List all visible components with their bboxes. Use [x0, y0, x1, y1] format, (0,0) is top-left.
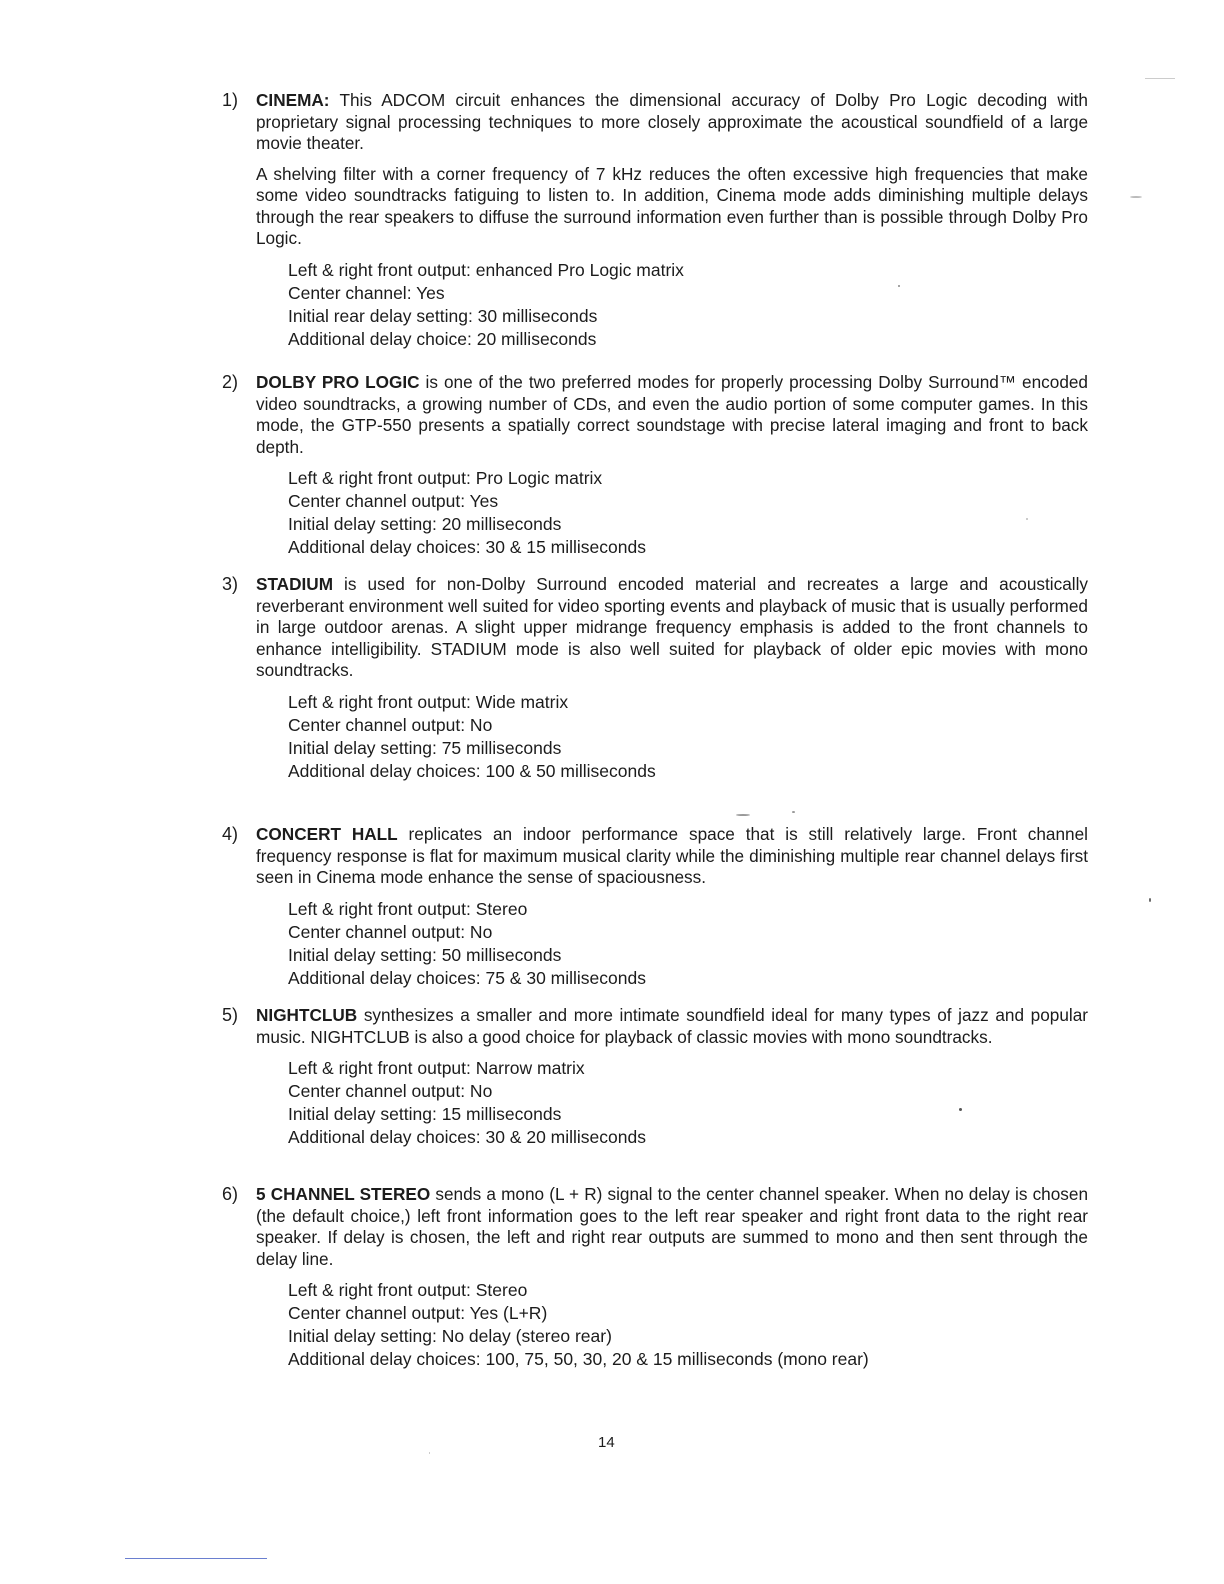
spec-front-output: Left & right front output: Wide matrix [288, 691, 569, 712]
spec-list [288, 1279, 1088, 1371]
spec-initial-delay: Initial delay setting: 15 milliseconds [288, 1104, 562, 1124]
spec-additional-delay: Additional delay choices: 100, 75, 50, 30, 20 & 15 milliseconds (mono rear) [288, 1349, 869, 1369]
spec-list [288, 467, 1088, 559]
spec-front-output: Left & right front output: Pro Logic matrix [288, 468, 603, 488]
scan-speck [1149, 898, 1151, 902]
section-5-channel-stereo [222, 1184, 1088, 1371]
section-number: 5) [222, 1005, 239, 1025]
section-concert-hall [222, 824, 1088, 990]
section-number: 1) [222, 90, 239, 110]
section-description: CINEMA: This ADCOM circuit enhances the dimensional accuracy of Dolby Pro Logic decoding with proprietary signal processing techniques to more closely approximate the acoustical soundfield of a large movie theater. [256, 90, 1088, 153]
section-number: 4) [222, 824, 239, 844]
spec-center-channel: Center channel output: No [288, 714, 493, 735]
scan-speck [736, 814, 750, 816]
spec-center-channel: Center channel output: No [288, 921, 493, 942]
spec-initial-delay: Initial delay setting: 75 milliseconds [288, 737, 562, 758]
spec-additional-delay: Additional delay choice: 20 milliseconds [288, 328, 597, 349]
scan-speck [1130, 196, 1142, 198]
spec-front-output: Left & right front output: enhanced Pro Logic matrix [288, 259, 684, 280]
spec-initial-delay: Initial rear delay setting: 30 milliseconds [288, 305, 598, 326]
spec-center-channel: Center channel output: No [288, 1081, 493, 1101]
spec-initial-delay: Initial delay setting: 50 milliseconds [288, 944, 562, 965]
section-number: 2) [222, 372, 239, 392]
spec-additional-delay: Additional delay choices: 75 & 30 milliseconds [288, 967, 646, 988]
section-number: 3) [222, 574, 239, 594]
spec-list [288, 691, 1088, 783]
section-description-extra: A shelving filter with a corner frequency of 7 kHz reduces the often excessive high frequencies that make some video soundtracks fatiguing to listen to. In addition, Cinema mode adds diminishing multiple delays through the rear speakers to diffuse the surround information even further than is possible through Dolby Pro Logic. [256, 163, 1088, 248]
spec-list [288, 1057, 1088, 1149]
scan-speck [959, 1108, 962, 1111]
section-title: CONCERT HALL [256, 824, 398, 844]
spec-initial-delay: Initial delay setting: No delay (stereo rear) [288, 1326, 612, 1346]
section-description: CONCERT HALL replicates an indoor performance space that is still relatively large. Front channel frequency response is flat for maximum musical clarity while the diminishing multiple rear channel delays first seen in Cinema mode enhance the sense of spaciousness. [256, 824, 1088, 887]
section-nightclub [222, 1005, 1088, 1149]
section-title: DOLBY PRO LOGIC [256, 372, 420, 392]
spec-front-output: Left & right front output: Stereo [288, 1280, 528, 1300]
section-title: STADIUM [256, 574, 334, 594]
spec-additional-delay: Additional delay choices: 30 & 20 milliseconds [288, 1127, 646, 1147]
spec-center-channel: Center channel output: Yes [288, 491, 499, 511]
spec-list [288, 259, 1088, 351]
section-description: DOLBY PRO LOGIC is one of the two preferred modes for properly processing Dolby Surround™ encoded video soundtracks, a growing number of CDs, and even the audio portion of some computer games. In this mode, the GTP-550 presents a spatially correct soundstage with precise lateral imaging and front to back depth. [256, 372, 1088, 457]
section-description: STADIUM is used for non-Dolby Surround encoded material and recreates a large and acoustically reverberant environment well suited for video sporting events and playback of music that is usually performed in large outdoor arenas. A slight upper midrange frequency emphasis is added to the front channels to enhance intelligibility. STADIUM mode is also well suited for playback of older epic movies with mono soundtracks. [256, 574, 1088, 680]
scan-speck [1026, 518, 1028, 520]
footer-rule [125, 1558, 267, 1559]
section-stadium [222, 574, 1088, 783]
section-dolby-pro-logic [222, 372, 1088, 559]
spec-list [288, 898, 1088, 990]
spec-center-channel: Center channel: Yes [288, 282, 445, 303]
section-number: 6) [222, 1184, 239, 1204]
spec-additional-delay: Additional delay choices: 100 & 50 milliseconds [288, 760, 656, 781]
section-title: 5 CHANNEL STEREO [256, 1184, 431, 1204]
spec-front-output: Left & right front output: Narrow matrix [288, 1058, 585, 1078]
section-description: 5 CHANNEL STEREO sends a mono (L + R) signal to the center channel speaker. When no delay is chosen (the default choice,) left front information goes to the left rear speaker and right front data to the right rear speaker. If delay is chosen, the left and right rear outputs are summed to mono and then sent through the delay line. [256, 1184, 1089, 1269]
scan-speck [429, 1452, 430, 1454]
spec-initial-delay: Initial delay setting: 20 milliseconds [288, 514, 562, 534]
scan-speck [1145, 78, 1175, 79]
spec-front-output: Left & right front output: Stereo [288, 898, 528, 919]
page-number: 14 [598, 1434, 615, 1451]
section-title: CINEMA: [256, 90, 330, 110]
spec-center-channel: Center channel output: Yes (L+R) [288, 1303, 548, 1323]
section-cinema [222, 90, 1088, 351]
section-description: NIGHTCLUB synthesizes a smaller and more intimate soundfield ideal for many types of jazz and popular music. NIGHTCLUB is also a good choice for playback of classic movies with mono soundtracks. [256, 1005, 1088, 1047]
section-title: NIGHTCLUB [256, 1005, 358, 1025]
scan-speck [792, 811, 795, 813]
scan-speck [898, 285, 900, 287]
spec-additional-delay: Additional delay choices: 30 & 15 milliseconds [288, 537, 646, 557]
